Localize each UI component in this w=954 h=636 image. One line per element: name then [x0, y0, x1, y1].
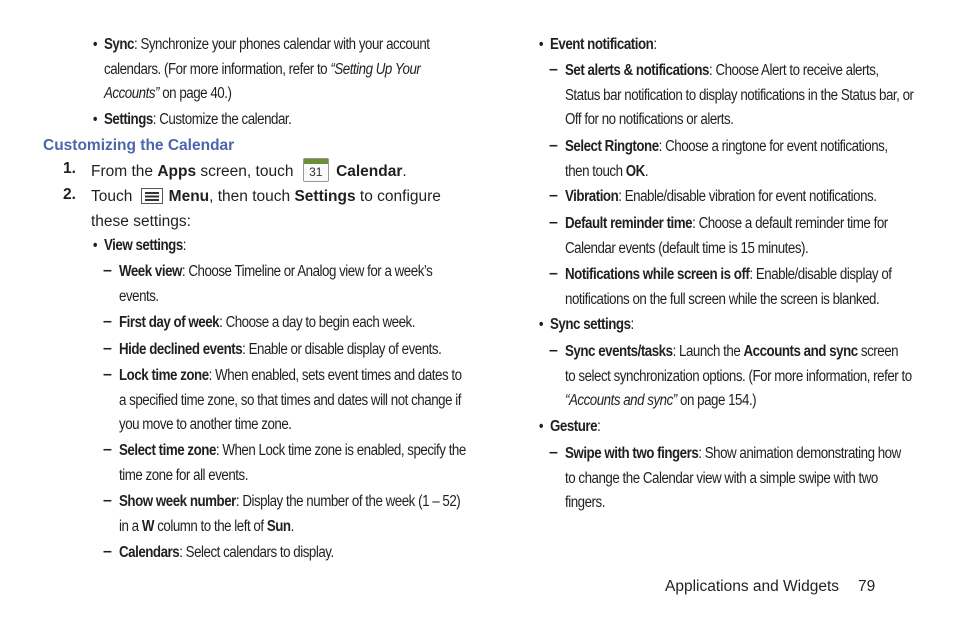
set-alerts-item: Set alerts & notifications: Choose Alert to receive alerts, Status bar notification to display notifications in the Status bar, or Off for no notifications or alerts. — [565, 62, 914, 128]
dash: – — [549, 187, 558, 204]
dash: – — [103, 366, 112, 383]
calendar-app-icon: 31 — [303, 158, 329, 182]
step-2-number: 2. — [63, 186, 76, 203]
hide-declined-item: Hide declined events: Enable or disable display of events. — [119, 341, 442, 358]
lock-time-zone-item: Lock time zone: When enabled, sets event times and dates to a specified time zone, so that times and dates will not change if you move to another time zone. — [119, 367, 462, 433]
vibration-item: Vibration: Enable/disable vibration for event notifications. — [565, 188, 877, 205]
swipe-two-fingers-item: Swipe with two fingers: Show animation demonstrating how to change the Calendar view with a simple swipe with two fingers. — [565, 445, 901, 511]
sync-events-item: Sync events/tasks: Launch the Accounts and sync screen to select synchronization options. (For more information, refer to “Accounts and sync” on page 154.) — [565, 343, 912, 409]
dash: – — [103, 313, 112, 330]
dash: – — [103, 543, 112, 560]
sync-settings-bullet: • Sync settings: — [550, 313, 634, 338]
view-settings-bullet: • View settings: — [104, 234, 186, 259]
dash: – — [103, 340, 112, 357]
dash: – — [549, 444, 558, 461]
page-number: 79 — [858, 578, 876, 595]
dash: – — [549, 214, 558, 231]
dash: – — [549, 265, 558, 282]
step-2-text: Touch Menu, then touch Settings to configure these settings: — [91, 188, 441, 230]
gesture-bullet: • Gesture: — [550, 415, 600, 440]
first-day-item: First day of week: Choose a day to begin each week. — [119, 314, 415, 331]
dash: – — [103, 262, 112, 279]
select-time-zone-item: Select time zone: When Lock time zone is enabled, specify the time zone for all events. — [119, 442, 466, 484]
default-reminder-item: Default reminder time: Choose a default reminder time for Calendar events (default time is 15 minutes). — [565, 215, 888, 257]
week-view-item: Week view: Choose Timeline or Analog view for a week’s events. — [119, 263, 433, 305]
sync-bullet: • Sync: Synchronize your phones calendar with your account calendars. (For more information, refer to “Setting Up Your Accounts” on page 40.) — [104, 33, 429, 107]
dash: – — [549, 137, 558, 154]
dash: – — [549, 61, 558, 78]
dash: – — [103, 492, 112, 509]
event-notification-bullet: • Event notification: — [550, 33, 657, 58]
footer-section-title: Applications and Widgets — [665, 578, 840, 595]
step-1-number: 1. — [63, 160, 76, 177]
step-1-text: From the Apps screen, touch 31 Calendar. — [91, 158, 407, 184]
menu-icon — [141, 188, 163, 204]
settings-bullet: • Settings: Customize the calendar. — [104, 108, 291, 133]
notifications-screen-off-item: Notifications while screen is off: Enable/disable display of notifications on the full screen while the screen is blanked. — [565, 266, 892, 308]
section-heading: Customizing the Calendar — [43, 137, 235, 154]
dash: – — [103, 441, 112, 458]
select-ringtone-item: Select Ringtone: Choose a ringtone for event notifications, then touch OK. — [565, 138, 888, 180]
dash: – — [549, 342, 558, 359]
show-week-number-item: Show week number: Display the number of the week (1 – 52) in a W column to the left of Sun. — [119, 493, 461, 535]
calendars-item: Calendars: Select calendars to display. — [119, 544, 334, 561]
